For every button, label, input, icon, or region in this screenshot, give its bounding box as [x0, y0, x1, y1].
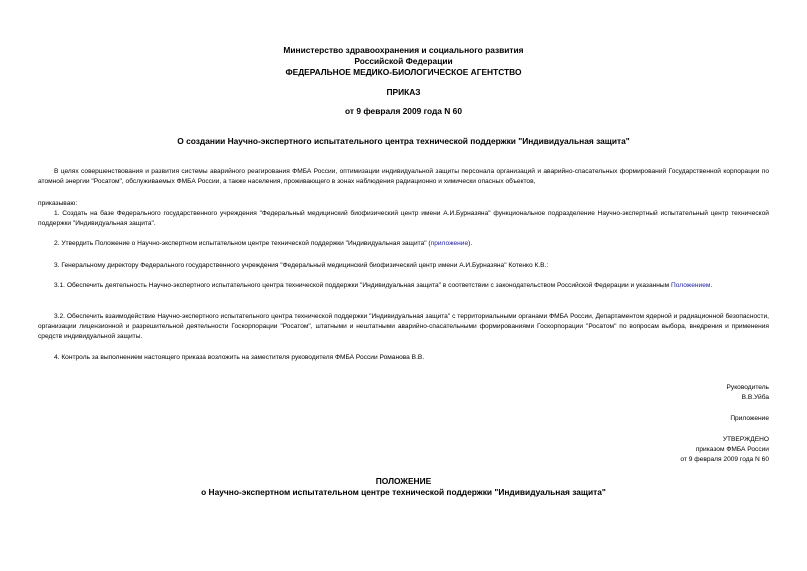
- agency-name: ФЕДЕРАЛЬНОЕ МЕДИКО-БИОЛОГИЧЕСКОЕ АГЕНТСТВО: [285, 67, 522, 77]
- paragraph-4: 4. Контроль за выполнением настоящего приказа возложить на заместителя руководителя ФМБА России Романова В.В.: [54, 354, 425, 361]
- preamble: В целях совершенствования и развития системы аварийного реагирования ФМБА России, оптимизации индивидуальной защиты персонала организаций и аварийно-спасательных формирований Государственной корпорации по атомной энергии "Росатом", обслуживаемых ФМБА России, а также населения, проживающего в зонах наблюдения радиационно и химически опасных объектов,: [38, 168, 769, 185]
- ministry-line-1: Министерство здравоохранения и социального развития: [283, 45, 524, 55]
- paragraph-3-2: 3.2. Обеспечить взаимодействие Научно-экспертного испытательного центра технической поддержки "Индивидуальная защита" с территориальными органами ФМБА России, Департаментом ядерной и радиационной безопасности, организации лицензионной и разрешительной деятельности Госкорпорации "Росатом", штатными и нештатными аварийно-спасательными формированиями Госкорпорации "Росатом" по вопросам выбора, внедрения и применения средств индивидуальной защиты.: [38, 313, 769, 340]
- paragraph-2: [38, 239, 769, 249]
- doc-title: О создании Научно-экспертного испытательного центра технической поддержки "Индивидуальная защита": [177, 136, 630, 146]
- appendix-label: Приложение: [730, 415, 769, 422]
- regulation-heading: ПОЛОЖЕНИЕ: [375, 476, 432, 486]
- signature-name: В.В.Уйба: [741, 394, 769, 401]
- approval-block: [680, 435, 769, 465]
- order-word: приказываю:: [38, 200, 78, 207]
- paragraph-3-1-end: .: [710, 282, 713, 289]
- regulation-subheading: о Научно-экспертном испытательном центре технической поддержки "Индивидуальная защита": [201, 487, 606, 497]
- ministry-line-2: Российской Федерации: [354, 56, 453, 66]
- paragraph-3-1-text: 3.1. Обеспечить деятельность Научно-экспертного испытательного центра технической поддержки "Индивидуальная защита" в соответствии с законодательством Российской Федерации и указанным: [54, 282, 672, 289]
- doc-date: от 9 февраля 2009 года N 60: [345, 106, 462, 116]
- doc-type: ПРИКАЗ: [386, 87, 421, 97]
- ministry-name: [0, 45, 807, 78]
- approved-by: приказом ФМБА России: [695, 446, 769, 453]
- signature-role: Руководитель: [726, 384, 769, 391]
- paragraph-3: 3. Генеральному директору Федерального государственного учреждения "Федеральный медицинский биофизический центр имени А.И.Бурназяна" Котенко К.В.:: [54, 262, 549, 269]
- approved-label: УТВЕРЖДЕНО: [722, 436, 769, 443]
- appendix-link[interactable]: приложение: [430, 240, 469, 247]
- signature-block: [727, 383, 769, 403]
- regulation-link[interactable]: Положением: [671, 282, 711, 289]
- approved-date: от 9 февраля 2009 года N 60: [680, 456, 769, 463]
- paragraph-2-end: ).: [468, 240, 473, 247]
- paragraph-3-1: [38, 281, 769, 291]
- paragraph-2-text: 2. Утвердить Положение о Научно-экспертном испытательном центре технической поддержки "Индивидуальная защита" (: [54, 240, 431, 247]
- paragraph-1: 1. Создать на базе Федерального государственного учреждения "Федеральный медицинский биофизический центр имени А.И.Бурназяна" функциональное подразделение Научно-экспертный испытательный центр технической поддержки "Индивидуальная защита".: [38, 210, 769, 227]
